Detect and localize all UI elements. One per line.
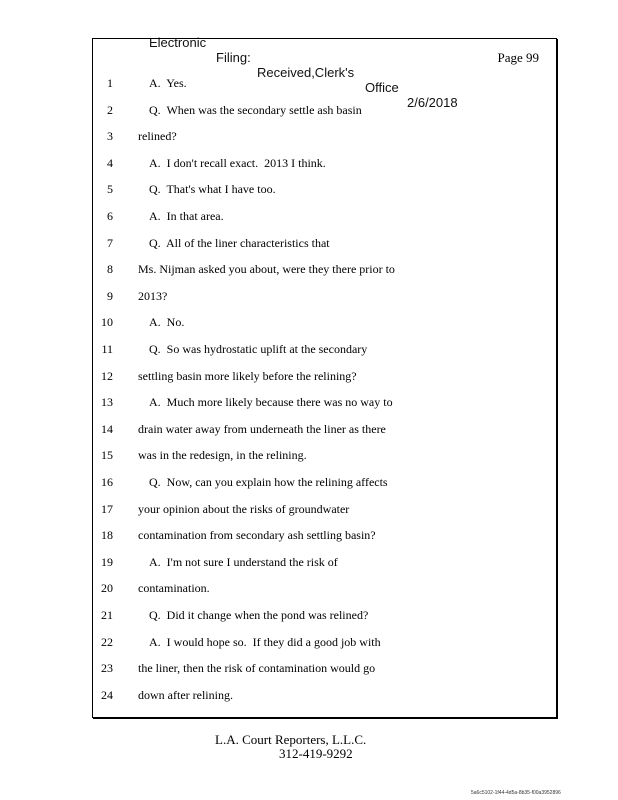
transcript-line xyxy=(93,419,556,439)
transcript-line xyxy=(93,286,556,306)
line-number: 1 xyxy=(107,76,113,90)
line-number: 18 xyxy=(101,528,113,543)
line-text: A. In that area. xyxy=(149,209,224,223)
line-text: drain water away from underneath the liner as there xyxy=(138,421,386,436)
line-text: settling basin more likely before the relining? xyxy=(138,368,357,383)
line-number: 4 xyxy=(107,155,113,170)
line-number: 24 xyxy=(101,687,113,702)
line-number: 17 xyxy=(101,501,113,516)
transcript-line xyxy=(93,126,556,146)
line-text: A. I'm not sure I understand the risk of xyxy=(149,554,338,569)
filing-stamp-word: Office xyxy=(365,80,399,95)
line-number: 11 xyxy=(101,342,113,356)
transcript-line xyxy=(93,73,556,93)
line-text: A. Much more likely because there was no way to xyxy=(149,395,393,410)
filing-stamp-word: Filing: xyxy=(216,50,251,65)
transcript-line xyxy=(93,259,556,279)
line-number: 3 xyxy=(107,129,113,144)
transcript-line xyxy=(93,445,556,465)
line-number: 8 xyxy=(107,262,113,277)
transcript-line xyxy=(93,578,556,598)
line-text: was in the redesign, in the relining. xyxy=(138,448,307,463)
filing-stamp-word: Electronic xyxy=(149,35,207,50)
transcript-line xyxy=(93,339,556,359)
line-text: your opinion about the risks of groundwater xyxy=(138,501,350,516)
line-number: 15 xyxy=(101,448,113,463)
line-text: Q. Now, can you explain how the relining affects xyxy=(149,475,388,489)
line-text: A. I would hope so. If they did a good job with xyxy=(149,634,381,649)
filing-stamp-word: Received,Clerk's xyxy=(257,65,355,80)
filing-stamp-date: 2/6/2018 xyxy=(407,95,458,110)
transcript-line xyxy=(93,499,556,519)
line-text: relined? xyxy=(138,129,177,144)
line-text: contamination. xyxy=(138,581,210,596)
line-number: 7 xyxy=(107,235,113,250)
line-text: Ms. Nijman asked you about, were they there prior to xyxy=(138,262,395,277)
line-number: 9 xyxy=(107,288,113,303)
reporter-phone: 312-419-9292 xyxy=(279,746,353,761)
reporter-company: L.A. Court Reporters, L.L.C. xyxy=(215,732,367,747)
line-number: 16 xyxy=(101,475,113,489)
line-number: 13 xyxy=(101,395,113,410)
transcript-line xyxy=(93,366,556,386)
line-number: 10 xyxy=(101,315,113,330)
line-text: Q. When was the secondary settle ash basin xyxy=(149,102,362,117)
line-text: A. No. xyxy=(149,315,185,330)
line-number: 22 xyxy=(101,634,113,649)
transcript-line xyxy=(93,552,556,572)
line-text: down after relining. xyxy=(138,687,233,702)
transcript-line xyxy=(93,206,556,226)
transcript-page xyxy=(92,38,557,718)
line-number: 21 xyxy=(101,608,113,622)
transcript-line xyxy=(93,179,556,199)
transcript-line xyxy=(93,233,556,253)
line-number: 2 xyxy=(107,102,113,117)
transcript-line xyxy=(93,153,556,173)
line-number: 12 xyxy=(101,368,113,383)
transcript-line xyxy=(93,100,556,120)
transcript-line xyxy=(93,685,556,705)
line-number: 23 xyxy=(101,661,113,676)
line-text: A. Yes. xyxy=(149,76,187,90)
transcript-line xyxy=(93,605,556,625)
transcript-line xyxy=(93,658,556,678)
line-text: Q. That's what I have too. xyxy=(149,182,276,197)
line-number: 5 xyxy=(107,182,113,197)
transcript-line xyxy=(93,392,556,412)
line-number: 6 xyxy=(107,209,113,223)
page-number: Page 99 xyxy=(497,50,539,65)
transcript-line xyxy=(93,525,556,545)
transcript-line xyxy=(93,312,556,332)
transcript-line xyxy=(93,632,556,652)
line-text: Q. So was hydrostatic uplift at the secondary xyxy=(149,342,368,356)
line-text: Q. Did it change when the pond was relined? xyxy=(149,608,369,622)
line-number: 14 xyxy=(101,421,113,436)
line-text: the liner, then the risk of contamination would go xyxy=(138,661,376,676)
line-number: 20 xyxy=(101,581,113,596)
transcript-line xyxy=(93,472,556,492)
line-number: 19 xyxy=(101,554,113,569)
document-id: 5a6c5102-1f44-4d5a-8b35-f00a3952896 xyxy=(471,790,561,796)
line-text: contamination from secondary ash settling basin? xyxy=(138,528,376,543)
line-text: 2013? xyxy=(138,288,168,303)
line-text: A. I don't recall exact. 2013 I think. xyxy=(149,155,326,170)
line-text: Q. All of the liner characteristics that xyxy=(149,235,330,250)
